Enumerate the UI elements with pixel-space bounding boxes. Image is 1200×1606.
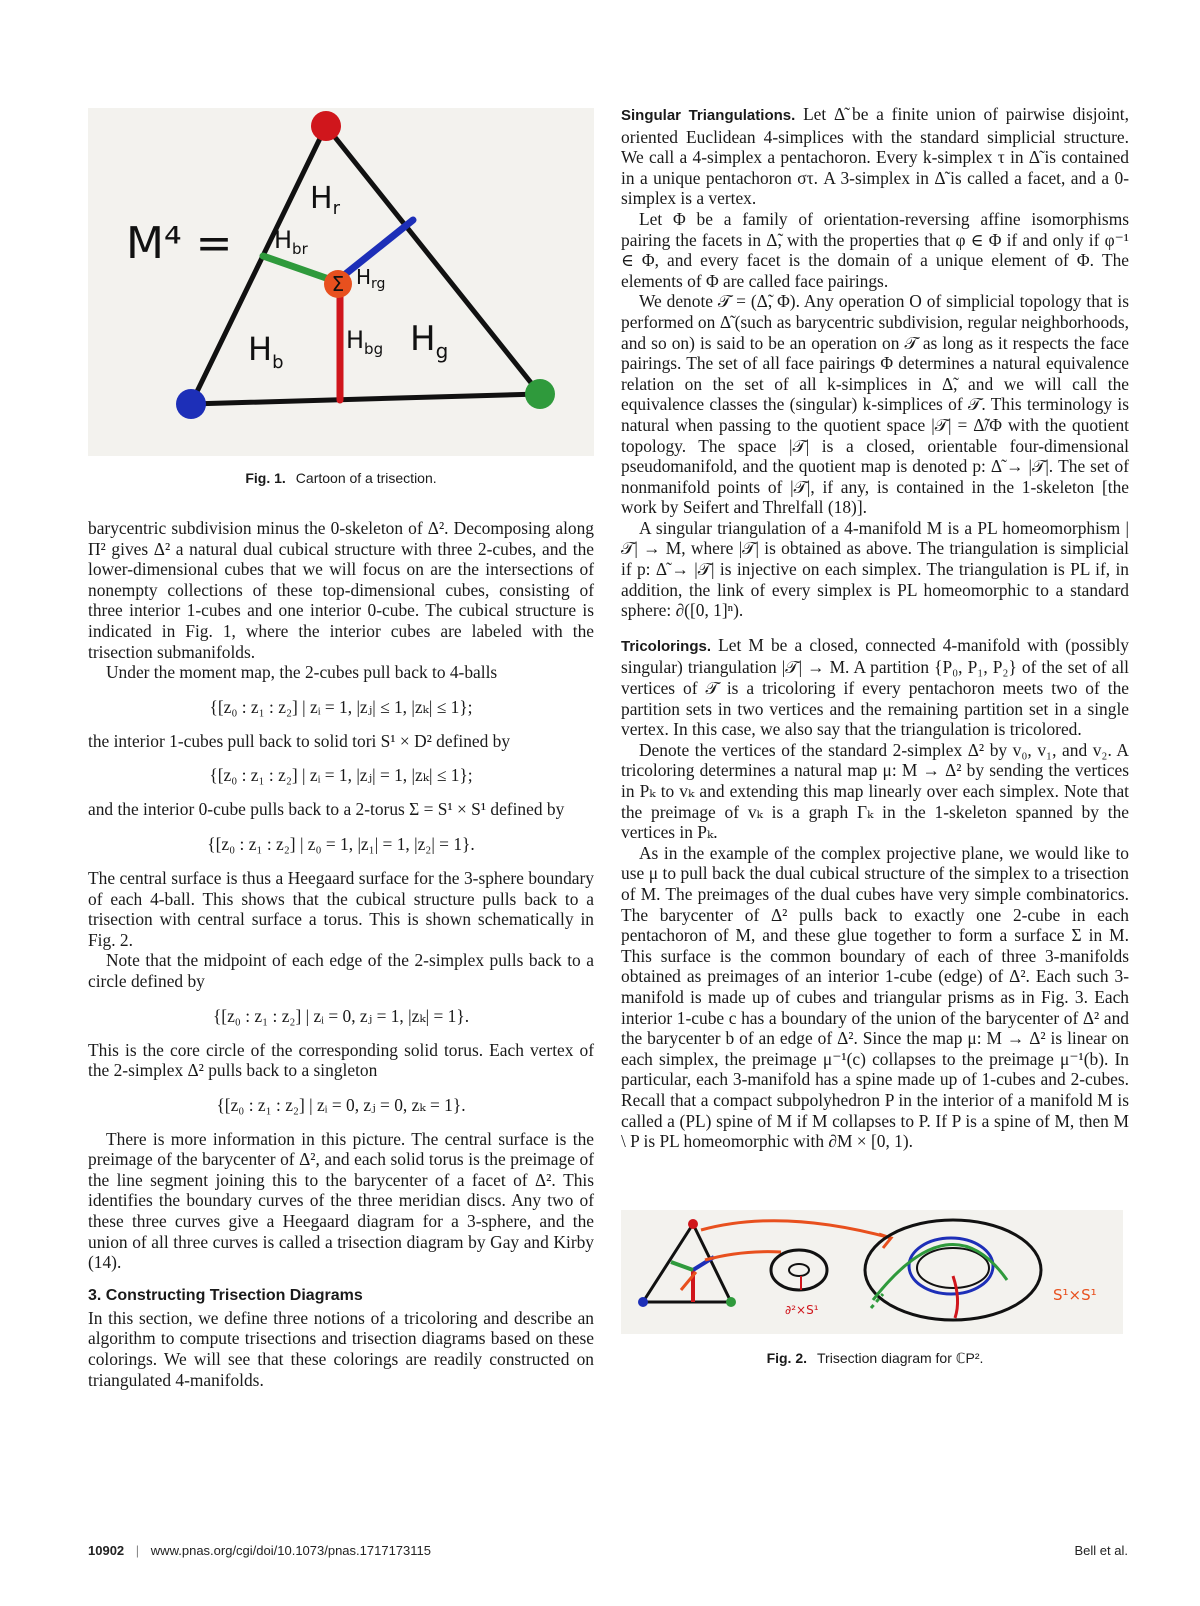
right-column xyxy=(621,104,1129,1367)
green-vertex xyxy=(525,379,555,409)
footer-authors: Bell et al. xyxy=(1074,1543,1128,1558)
hrg-label: $H_{rg}$ xyxy=(356,265,386,292)
green-edge xyxy=(671,1262,693,1270)
arrow-middle xyxy=(705,1251,781,1259)
hb-label: $H_b$ xyxy=(248,330,284,373)
blue-segment xyxy=(343,220,413,276)
left-paragraph-6: Note that the midpoint of each edge of the 2-simplex pulls back to a circle defined by xyxy=(88,950,594,991)
left-paragraph-9: In this section, we define three notions of a tricoloring and describe an algorithm to compute trisections and trisection diagrams based on these colorings. We will see that these colorings are readily constructed on triangulated 4-manifolds. xyxy=(88,1307,594,1390)
red-dot xyxy=(688,1219,698,1229)
red-vertex xyxy=(311,111,341,141)
solid-torus-label: ∂²×S¹ xyxy=(785,1302,819,1317)
hbr-label: $H_{br}$ xyxy=(274,226,308,258)
green-segment xyxy=(263,256,326,278)
arrow-top xyxy=(701,1220,891,1237)
left-column xyxy=(88,108,594,1390)
right-paragraph-7: As in the example of the complex projective plane, we would like to use μ to pull back the dual cubical structure of the simplex to a trisection of M. The preimages of the dual cubes have very simple combinatorics. The barycenter of Δ² pulls back to exactly one 2-cube in each pentachoron of M, and these glue together to form a surface Σ in M. This surface is the common boundary of each of three 3-manifolds obtained as preimages of an interior 1-cube (edge) of Δ². Each such 3-manifold is made up of cubes and triangular prisms as in Fig. 3. Each interior 1-cube c has a boundary of the union of the barycenter of Δ² and the barycenter b of an edge of Δ². Since the map μ: M → Δ² is linear on each simplex, the preimage μ⁻¹(c) collapses to the preimage μ⁻¹(b). In particular, each 3-manifold has a spine made up of 1-cubes and 2-cubes. Recall that a compact subpolyhedron P in the interior of a manifold M is called a (PL) spine of M if M collapses to P. If P is a spine of M, then M \ P is PL homeomorphic with ∂M × [0, 1). xyxy=(621,842,1129,1152)
right-paragraph-2: Let Φ be a family of orientation-reversing affine isomorphisms pairing the facets in Δ̃, with the properties that φ ∈ Φ if and only if φ⁻¹ ∈ Φ, and every facet is the domain of a unique element of Φ. The elements of Φ are called face pairings. xyxy=(621,208,1129,291)
hr-label: $H_r$ xyxy=(310,181,340,219)
torus-label: S¹×S¹ xyxy=(1053,1285,1097,1304)
figure-1-label: Fig. 1. xyxy=(245,470,286,486)
figure-1-caption-text: Cartoon of a trisection. xyxy=(295,470,437,486)
right-paragraph-1 xyxy=(621,104,1129,209)
left-paragraph-2: Under the moment map, the 2-cubes pull back to 4-balls xyxy=(106,662,498,683)
equation-3: {[z₀ : z₁ : z₂] | z₀ = 1, |z₁| = 1, |z₂| = 1}. xyxy=(207,833,475,854)
left-paragraph-5: The central surface is thus a Heegaard surface for the 3-sphere boundary of each 4-ball. This shows that the cubical structure pulls back to a trisection with central surface a torus. This is shown schematically in Fig. 2. xyxy=(88,867,594,950)
figure-2-caption-text: Trisection diagram for ℂP². xyxy=(817,1349,984,1366)
equation-2: {[z₀ : z₁ : z₂] | zᵢ = 1, |zⱼ| = 1, |zₖ| ≤ 1}; xyxy=(209,765,473,786)
right-paragraph-4: A singular triangulation of a 4-manifold M is a PL homeomorphism |𝒯| → M, where |𝒯| is obtained as above. The triangulation is simplicial if p: Δ̃ → |𝒯| is injective on each simplex. The triangulation is PL if, in addition, the link of every simplex is PL homeomorphic to a standard sphere: ∂([0, 1]ⁿ). xyxy=(621,517,1129,621)
page-footer-left xyxy=(88,1543,431,1558)
runin-singular-triangulations: Singular Triangulations. xyxy=(621,107,796,124)
section-heading: 3. Constructing Trisection Diagrams xyxy=(88,1286,363,1304)
blue-curve xyxy=(909,1238,993,1294)
figure-1 xyxy=(88,108,594,456)
figure-2-caption xyxy=(621,1350,1129,1367)
hbg-label: $H_{bg}$ xyxy=(346,326,384,358)
figure-1-caption xyxy=(88,470,594,486)
left-paragraph-7: This is the core circle of the corresponding solid torus. Each vertex of the 2-simplex Δ² pulls back to a singleton xyxy=(88,1039,594,1081)
m4-label: M⁴ = xyxy=(126,218,233,269)
trisection-diagram xyxy=(621,1210,1123,1334)
right-paragraph-1-text: Let Δ̃ be a finite union of pairwise disjoint, oriented Euclidean 4-simplices with the standard simplicial structure. We call a 4-simplex a pentachoron. Every k-simplex τ in Δ̃ is contained in a unique pentachoron στ. A 3-simplex in Δ̃ is called a facet, and a 0-simplex is a vertex. xyxy=(621,104,1129,209)
footer-separator: | xyxy=(135,1543,140,1558)
right-paragraph-5-text: Let M be a closed, connected 4-manifold with (possibly singular) triangulation |𝒯| → M. A partition {P₀, P₁, P₂} of the set of all vertices of 𝒯 is a tricoloring if every pentachoron meets two of the partition sets in two vertices and the remaining partition set in a single vertex. In this case, we also say that the triangulation is tricolored. xyxy=(621,634,1129,740)
trisection-cartoon xyxy=(88,108,594,456)
right-paragraph-6: Denote the vertices of the standard 2-simplex Δ² by v₀, v₁, and v₂. A tricoloring determines a natural map μ: M → Δ² by sending the vertices in Pₖ to vₖ and extending this map linearly over each simplex. Note that the preimage of vₖ is a graph Γₖ in the 1-skeleton spanned by the vertices in Pₖ. xyxy=(621,739,1129,843)
equation-5: {[z₀ : z₁ : z₂] | zᵢ = 0, zⱼ = 0, zₖ = 1}. xyxy=(216,1094,466,1115)
blue-dot xyxy=(638,1297,648,1307)
runin-tricolorings: Tricolorings. xyxy=(621,637,712,655)
green-dot xyxy=(726,1297,736,1307)
sigma-label: Σ xyxy=(331,272,345,296)
page-number: 10902 xyxy=(88,1543,125,1558)
torus-hole xyxy=(917,1248,989,1288)
small-simplex xyxy=(643,1224,731,1302)
figure-2-label: Fig. 2. xyxy=(766,1349,808,1366)
solid-torus xyxy=(771,1250,827,1290)
equation-4: {[z₀ : z₁ : z₂] | zᵢ = 0, zⱼ = 1, |zₖ| = 1}. xyxy=(212,1005,470,1026)
blue-vertex xyxy=(176,389,206,419)
left-paragraph-4: and the interior 0-cube pulls back to a 2-torus Σ = S¹ × S¹ defined by xyxy=(88,799,565,820)
right-paragraph-3: We denote 𝒯 = (Δ̃, Φ). Any operation O of simplicial topology that is performed on Δ̃ (such as barycentric subdivision, regular neighborhoods, and so on) is said to be an operation on 𝒯 as long as it respects the face pairings. The set of all face pairings Φ determines a natural equivalence relation on the set of all k-simplices in Δ̃, and we will call the equivalence classes the (singular) k-simplices of 𝒯. This terminology is natural when passing to the quotient space |𝒯| = Δ̃/Φ with the quotient topology. The space |𝒯| is a closed, orientable four-dimensional pseudomanifold, and the quotient map is denoted p: Δ̃ → |𝒯|. The set of nonmanifold points of |𝒯|, if any, is contained in the 1-skeleton [the work by Seifert and Threlfall (18)]. xyxy=(621,291,1129,518)
left-paragraph-1: barycentric subdivision minus the 0-skeleton of Δ². Decomposing along Π² gives Δ² a natural dual cubical structure with three 2-cubes, and the lower-dimensional cubes that we will focus on are the intersections of nonempty collections of these top-dimensional cubes, consisting of three interior 1-cubes and one interior 0-cube. The cubical structure is indicated in Fig. 1, where the interior cubes are labeled with the trisection submanifolds. xyxy=(88,518,594,662)
left-paragraph-3: the interior 1-cubes pull back to solid tori S¹ × D² defined by xyxy=(88,730,511,751)
left-paragraph-8: There is more information in this picture. The central surface is the preimage of the barycenter of Δ², and each solid torus is the preimage of the line segment joining this to the barycenter of a facet of Δ². This identifies the boundary curves of the three meridian discs. Any two of these three curves give a Heegaard diagram for a 3-sphere, and the union of all three curves is called a trisection diagram by Gay and Kirby (14). xyxy=(88,1128,594,1273)
torus-outer xyxy=(865,1220,1041,1320)
right-paragraph-5 xyxy=(621,635,1129,740)
figure-2 xyxy=(621,1210,1123,1334)
doi-link[interactable]: www.pnas.org/cgi/doi/10.1073/pnas.1717173115 xyxy=(150,1543,431,1558)
equation-1: {[z₀ : z₁ : z₂] | zᵢ = 1, |zⱼ| ≤ 1, |zₖ| ≤ 1}; xyxy=(209,696,473,717)
red-curve xyxy=(953,1276,958,1318)
hg-label: $H_g$ xyxy=(410,319,449,363)
